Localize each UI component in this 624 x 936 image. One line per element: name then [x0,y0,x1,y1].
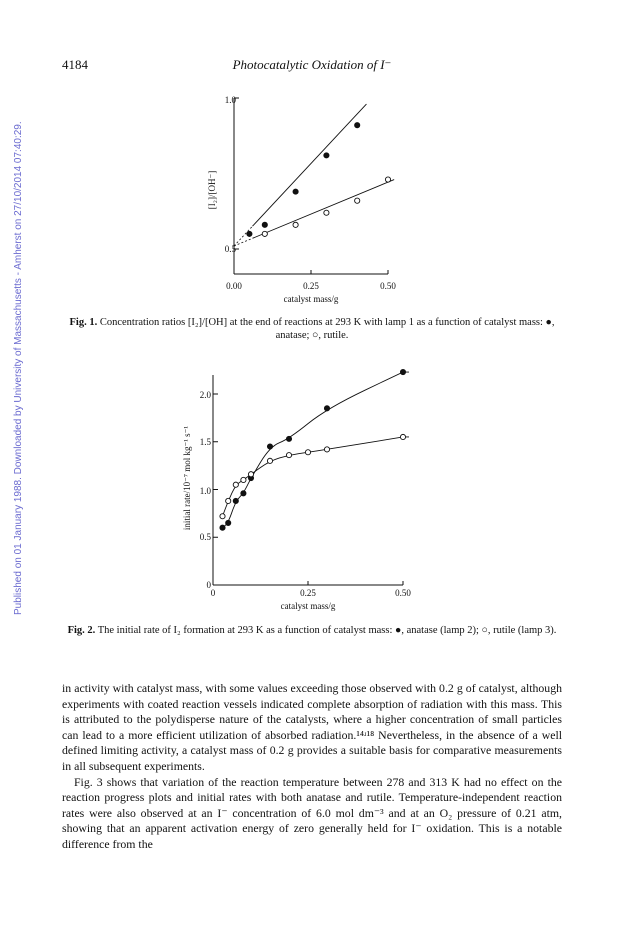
paragraph: Fig. 3 shows that variation of the reaction temperature between 278 and 313 K had no effect on the reaction progress plots and initial rates with both anatase and rutile. Temperature-independent reaction rates were also observed at an I⁻ concentration of 6.0 mol dm⁻³ and at an O₂ pressure of 0.21 atm, showing that an apparent activation energy of zero generally held for I⁻ oxidation. This is a notable difference from the [62,774,562,851]
running-title: Photocatalytic Oxidation of I⁻ [232,57,392,72]
fig2-point-anatase [220,525,225,530]
fig1-point-anatase [293,189,298,194]
fig2-ytick-label: 1.0 [199,486,211,496]
fig1-point-rutile [324,210,329,215]
fig1-point-rutile [293,222,298,227]
fig2-curve-anatase [223,372,410,528]
fig1-xtick-label: 0.50 [380,281,396,291]
fig2-point-anatase [226,520,231,525]
fig1-ytick-label: 1.0 [224,95,236,105]
fig1-fit-line-rutile [252,180,394,239]
figure-2-marks [220,369,409,530]
figure-1-marks [234,104,394,246]
figure-1-caption-text: Concentration ratios [I₂]/[OH] at the end of reactions at 293 K with lamp 1 as a function of catalyst mass: ●, anatase; ○, rutile. [99,317,555,341]
figure-2-caption-text: The initial rate of I₂ formation at 293 K as a function of catalyst mass: ●, anatase (lamp 2); ○, rutile (lamp 3). [97,625,557,636]
figure-2-caption-label: Fig. 2. [67,625,96,636]
fig2-point-rutile [233,482,238,487]
fig1-y-axis-label: [I₂]/[OH⁻] [207,170,217,210]
fig2-point-anatase [324,406,329,411]
fig2-point-anatase [267,444,272,449]
fig2-point-rutile [400,434,405,439]
fig2-point-anatase [400,369,405,374]
fig1-point-anatase [324,153,329,158]
body-text [62,681,562,853]
fig1-point-anatase [355,123,360,128]
fig2-point-rutile [248,472,253,477]
fig1-extrapolation-line [234,238,252,246]
figure-2-caption [60,624,564,637]
fig1-point-anatase [247,231,252,236]
fig2-xtick-label: 0.25 [300,588,316,598]
fig2-ytick-label: 1.5 [199,437,211,447]
fig1-point-rutile [385,177,390,182]
fig2-point-rutile [220,514,225,519]
fig2-y-axis-label: initial rate/10⁻⁷ mol kg⁻¹ s⁻¹ [182,425,192,531]
fig2-point-anatase [233,498,238,503]
paragraph: in activity with catalyst mass, with some values exceeding those observed with 0.2 g of catalyst, although experiments with coated reaction vessels indicated complete absorption of radiation with this mass. This is attributed to the polydisperse nature of the catalysts, where a higher concentration of small particles can lead to a more efficient utilization of absorbed radiation.¹⁴ʴ¹⁸ Nevertheless, in the absence of a well defined limiting activity, a catalyst mass of 0.2 g provides a suitable basis for comparative measurements in all subsequent experiments. [62,681,562,773]
figure-1-axes [234,98,388,274]
fig2-ytick-label: 2.0 [199,390,211,400]
figure-2-chart [0,360,624,620]
fig2-point-rutile [226,498,231,503]
figure-1-caption [60,316,564,342]
fig1-x-axis-label: catalyst mass/g [283,294,339,304]
fig1-point-rutile [355,198,360,203]
fig2-point-rutile [286,453,291,458]
fig2-ytick-label: 0 [206,580,211,590]
watermark-text: Published on 01 January 1988. Downloaded by University of Massachusetts - Amherst on 27/10/2014 07:40:29. [13,121,24,615]
fig2-xtick-label: 0 [210,588,216,598]
figure-1-chart [0,0,624,320]
fig2-point-anatase [286,436,291,441]
fig2-point-rutile [324,447,329,452]
fig2-xtick-label: 0.50 [395,588,411,598]
fig2-point-rutile [305,450,310,455]
fig2-point-rutile [241,477,246,482]
fig2-ytick-label: 0.5 [199,532,211,542]
figure-1-caption-label: Fig. 1. [69,317,98,328]
fig1-xtick-label: 0.00 [226,281,242,291]
fig1-point-anatase [262,222,267,227]
page-number: 4184 [62,57,88,72]
fig2-point-anatase [241,491,246,496]
fig2-x-axis-label: catalyst mass/g [280,601,336,611]
fig1-point-rutile [262,231,267,236]
fig1-ytick-label: 0.5 [224,244,236,254]
fig2-point-rutile [267,458,272,463]
fig1-fit-line-anatase [252,104,366,226]
fig1-xtick-label: 0.25 [303,281,319,291]
